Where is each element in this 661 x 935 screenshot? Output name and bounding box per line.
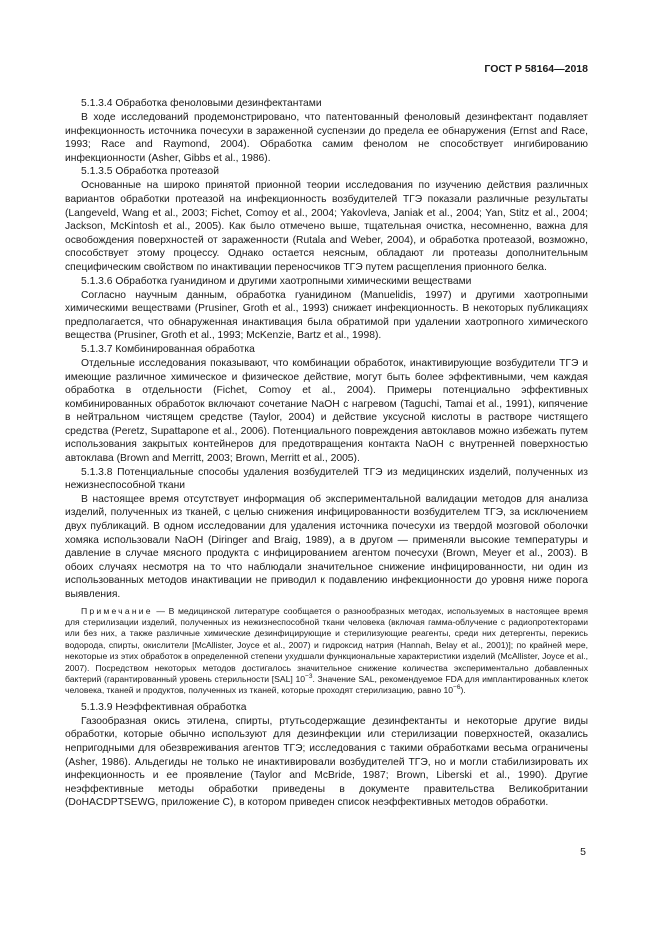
note-text: . Значение SAL, рекомендуемое FDA для имплантированных клеток человека, тканей и продуктов, полученных из тканей, которые проходят стерилизацию, равно 10	[65, 674, 588, 696]
note-superscript: −3	[305, 673, 313, 681]
section-heading: 5.1.3.5 Обработка протеазой	[81, 166, 219, 178]
section-heading: 5.1.3.6 Обработка гуанидином и другими хаотропными химическими веществами	[81, 275, 472, 287]
paragraph: Газообразная окись этилена, спирты, ртутьсодержащие дезинфектанты и некоторые другие виды обработки, которые обычно используют для дезинфекции или стерилизации поверхностей, оказались непригодными для обезвреживания агентов ТГЭ; исследования с такими обработками весьма ограничены (Asher, 1986). Альдегиды не только не инактивировали возбудителей ТГЭ, но и могли стабилизировать их инфекционность и ее проявление (Taylor and McBride, 1987; Brown, Liberski et al., 1990). Другие неэффективные методы обработки приведены в документе правительства Великобритании (DoHACDPTSEWG, приложение C), в котором приведен список неэффективных методов обработки.	[65, 715, 588, 809]
note-text: — В медицинской литературе сообщается о разнообразных методах, используемых в настоящее время для стерилизации изделий, полученных из нежизнеспособной ткани человека (включая гамма-облучение с радиопротекторами или без них, а также различные химические дезинфицирующие и стерилизующие реагенты, среди них детергенты, перекись водорода, спирты, окислители [McAllister, Joyce et al., 2007) и гидроксид натрия (Hannah, Belay et al., 2001)]; по крайней мере, некоторые из этих обработок в определенной степени ухудшали функциональные характеристики изделий (McAllister, Joyce et al., 2007). Посредством некоторых методов достигалось значительное снижение количества экспериментально добавленных бактерий (гарантированный уровень стерильности [SAL] 10	[65, 605, 588, 685]
paragraph: Основанные на широко принятой прионной теории исследования по изучению действия различных вариантов обработки протеазой на инфекционность возбудителей ТГЭ показали различные результаты (Langeveld, Wang et al., 2003; Fichet, Comoy et al., 2004; Yakovleva, Janiak et al., 2004; Yan, Stitz et al., 2004; Jackson, McKintosh et al., 2005). Как было отмечено выше, тщательная очистка, несомненно, важна для освобождения поверхностей от зараженности (Rutala and Weber, 2004), и обработка протеазой, возможно, способствует этому процессу. Однако остается неясным, обладают ли протеазы дополнительным специфическим свойством по инактивации переносчиков ТГЭ путем расщепления прионного белка.	[65, 180, 588, 273]
paragraph: Отдельные исследования показывают, что комбинации обработок, инактивирующие возбудители ТГЭ и имеющие различное химическое и физическое действие, могут быть более эффективными, чем каждая обработка в отдельности (Fichet, Comoy et al., 2004). Примеры потенциально эффективных комбинированных обработок включают сочетание NaOH с нагревом (Taguchi, Tamai et al., 1991), кипячение в нейтральном чистящем средстве (Taylor, 2004) и действие уксусной кислоты в растворе чистящего средства (Peretz, Supattapone et al., 2006). Потенциального повреждения автоклавов можно избежать путем использования закрытых контейнеров для предотвращения контакта NaOH с внутренней поверхностью автоклава (Brown and Merritt, 2003; Brown, Merritt et al., 2005).	[65, 357, 588, 465]
note-text: ).	[460, 685, 466, 696]
note-superscript: −6	[453, 684, 461, 692]
section-heading: 5.1.3.4 Обработка феноловыми дезинфектантами	[81, 98, 322, 109]
paragraph: В настоящее время отсутствует информация об экспериментальной валидации методов для анализа изделий, полученных из тканей, с целью снижения инфицированности возбудителем ТГЭ, за исключением двух публикаций. В одном исследовании для удаления источника почесухи из твердой мозговой оболочки хомяка использовали NaOH (Diringer and Braig, 1989), а в другом — применяли высокие температуры и давление в случае мясного продукта с инфицированием агентом почесухи (Brown, Meyer et al., 2003). В обоих случаях несмотря на то что наблюдали значительное снижение инфицированности, ни один из использованных методов инактивации не приводил к подавлению инфекционности до уровня ниже порога выявления.	[65, 493, 588, 600]
standard-designation: ГОСТ Р 58164—2018	[484, 63, 588, 75]
section-heading: 5.1.3.9 Неэффективная обработка	[81, 701, 247, 713]
page-number: 5	[580, 846, 586, 858]
note-label: Примечание	[81, 605, 153, 616]
document-body	[65, 97, 588, 810]
section-heading: 5.1.3.8 Потенциальные способы удаления возбудителей ТГЭ из медицинских изделий, полученных из нежизнеспособной ткани	[65, 466, 588, 492]
paragraph: Согласно научным данным, обработка гуанидином (Manuelidis, 1997) и другими хаотропными химическими веществами (Prusiner, Groth et al., 1993) снижает инфекционность. В некоторых публикациях предполагается, что обнаруженная инактивация была обратимой при удалении хаотропного химического вещества (Prusiner, Groth et al., 1993; McKenzie, Bartz et al., 1998).	[65, 289, 588, 342]
note	[65, 606, 588, 697]
paragraph: В ходе исследований продемонстрировано, что патентованный феноловый дезинфектант подавляет инфекционность источника почесухи в зараженной суспензии до предела ее обнаружения (Ernst and Race, 1993; Race and Raymond, 2004). Обработка самим фенолом не способствует ингибированию инфекционности (Asher, Gibbs et al., 1986).	[65, 112, 588, 164]
section-heading: 5.1.3.7 Комбинированная обработка	[81, 343, 255, 355]
